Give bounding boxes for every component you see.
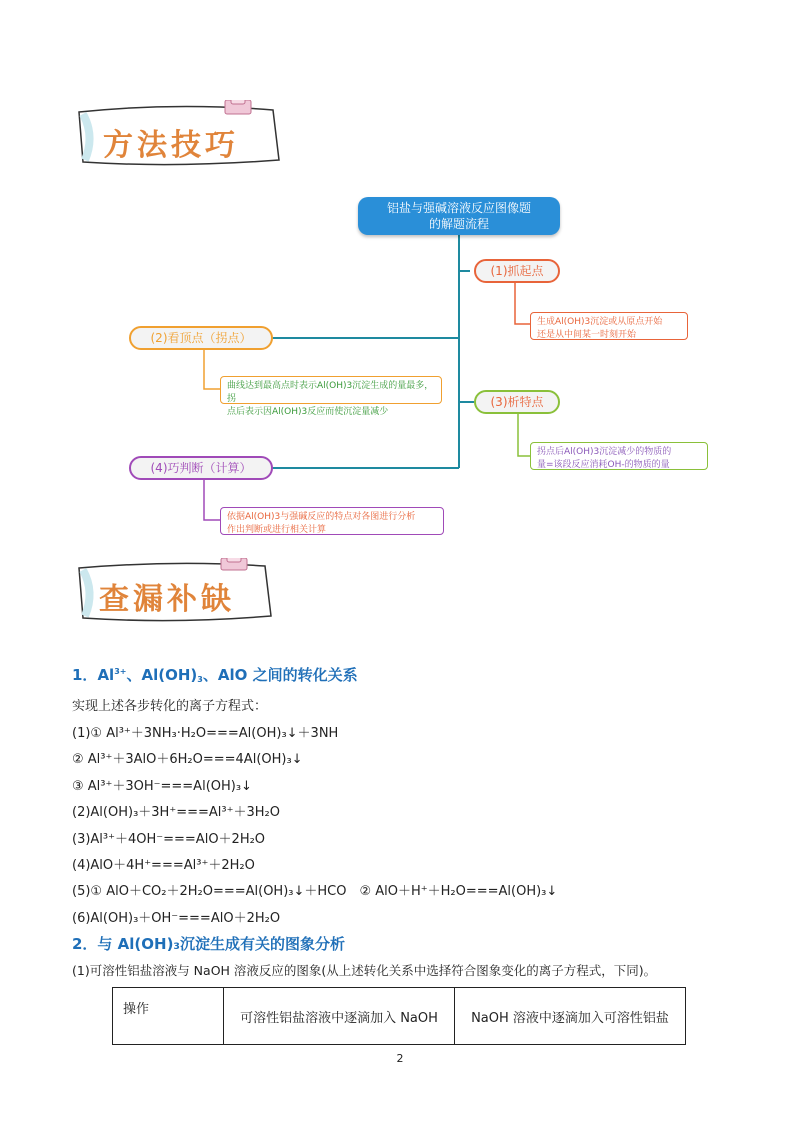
note-line: 拐点后Al(OH)3沉淀减少的物质的 [537,447,672,457]
mindmap-root-line2: 的解题流程 [428,217,489,231]
equation: (1)① Al³⁺＋3NH₃·H₂O===Al(OH)₃↓＋3NH [72,726,339,741]
equation: (4)AlO＋4H⁺===Al³⁺＋2H₂O [72,858,255,873]
section1-heading [72,664,358,685]
heading-sub: 3 [197,675,203,684]
note-line: 生成Al(OH)3沉淀或从原点开始 [537,317,663,327]
heading-part: 、AlO 之间的转化关系 [202,666,358,684]
banner-title: 方法技巧 [103,128,239,163]
page-number: 2 [396,1052,404,1065]
equation: (2)Al(OH)₃＋3H⁺===Al³⁺＋3H₂O [72,805,280,820]
mindmap-note-3 [530,442,708,470]
note-line: 点后表示因Al(OH)3反应而使沉淀量减少 [227,407,389,417]
equation: ② Al³⁺＋3AlO＋6H₂O===4Al(OH)₃↓ [72,752,303,767]
note-line: 依据Al(OH)3与强碱反应的特点对各图进行分析 [227,512,416,522]
mindmap-root [358,197,560,235]
equation: (6)Al(OH)₃＋OH⁻===AlO＋2H₂O [72,911,281,926]
heading-part: Al [97,666,115,684]
heading-part: 、Al(OH) [126,666,198,684]
table-header-cell: 可溶性铝盐溶液中逐滴加入 NaOH [224,988,455,1045]
fill-gaps-banner [75,558,275,626]
note-line: 还是从中间某一时刻开始 [537,330,637,340]
table-header-cell: 操作 [113,988,224,1045]
section2-paragraph: (1)可溶性铝盐溶液与 NaOH 溶液反应的图象(从上述转化关系中选择符合图象变化的离子方程式，下同)。 [72,963,657,978]
analysis-table [112,987,686,1045]
table-row [113,988,686,1045]
equation: ③ Al³⁺＋3OH⁻===Al(OH)₃↓ [72,779,252,794]
equation: (5)① AlO＋CO₂＋2H₂O===Al(OH)₃↓＋HCO ② AlO＋H⁺＋H₂O===Al(OH)₃↓ [72,884,558,899]
mindmap-node-4: (4)巧判断（计算） [129,456,273,480]
equation: (3)Al³⁺＋4OH⁻===AlO＋2H₂O [72,832,266,847]
note-line: 曲线达到最高点时表示Al(OH)3沉淀生成的量最多，拐 [227,381,434,404]
note-line: 量=该段反应消耗OH-的物质的量 [537,460,670,470]
mindmap-root-line1: 铝盐与强碱溶液反应图像题 [386,201,531,215]
mindmap-note-4 [220,507,444,535]
heading-number: 1． [72,666,98,684]
section1-intro: 实现上述各步转化的离子方程式： [72,699,268,714]
mindmap-connectors [0,0,800,560]
mindmap-note-2 [220,376,442,417]
banner-title: 查漏补缺 [99,582,235,617]
mindmap-note-1 [530,312,688,340]
mindmap-node-1: (1)抓起点 [474,259,560,283]
note-line: 作出判断或进行相关计算 [227,525,327,535]
heading-sup: 3+ [114,667,127,676]
mindmap-node-2: (2)看顶点（拐点） [129,326,273,350]
mindmap-node-3: (3)析特点 [474,390,560,414]
section2-heading: 2．与 Al(OH)₃沉淀生成有关的图象分析 [72,935,345,953]
table-header-cell: NaOH 溶液中逐滴加入可溶性铝盐 [455,988,686,1045]
